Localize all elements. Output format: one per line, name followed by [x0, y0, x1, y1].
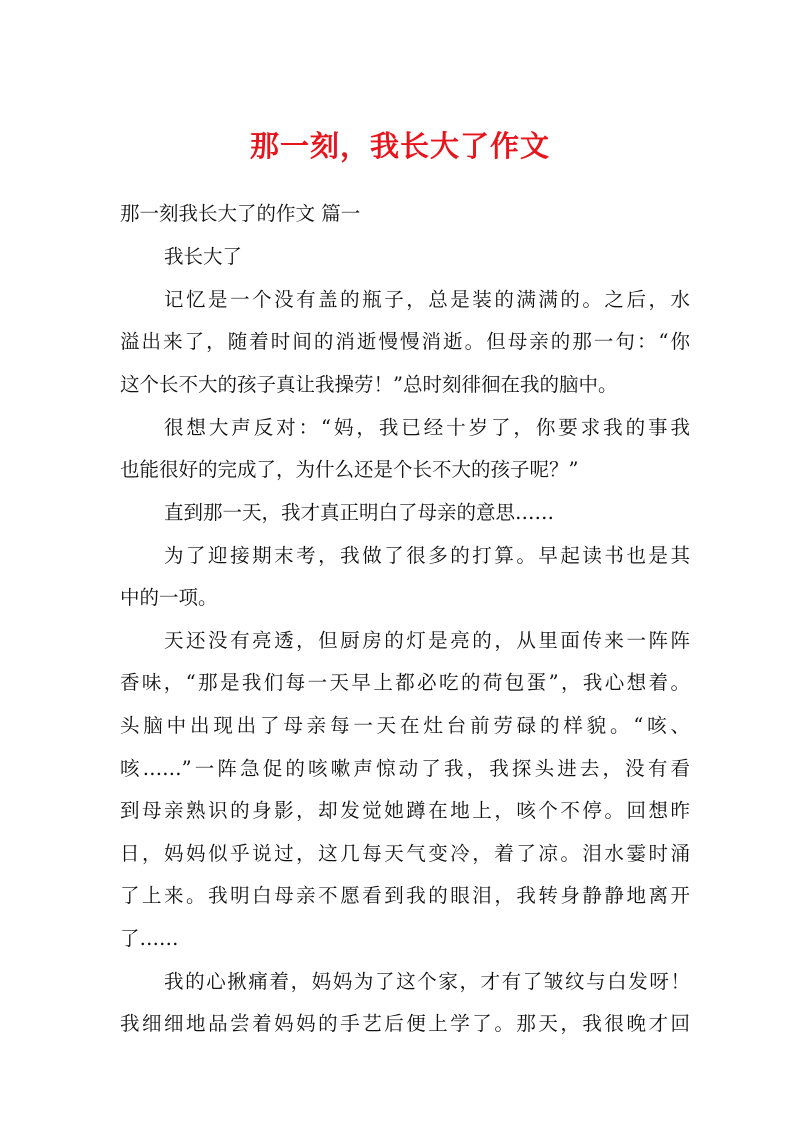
text-line: 了…… [120, 927, 179, 950]
text-line: 中的一项。 [120, 586, 218, 609]
text-line: 香味，“那是我们每一天早上都必吃的荷包蛋”，我心想着。 [120, 671, 690, 694]
text-line: 咳……”一阵急促的咳嗽声惊动了我，我探头进去，没有看 [120, 757, 690, 780]
text-line: 这个长不大的孩子真让我操劳！”总时刻徘徊在我的脑中。 [120, 373, 618, 396]
text-line: 直到那一天，我才真正明白了母亲的意思…… [164, 501, 555, 524]
text-line: 日，妈妈似乎说过，这几每天气变冷，着了凉。泪水霎时涌 [120, 842, 690, 865]
text-line: 头脑中出现出了母亲每一天在灶台前劳碌的样貌。“咳、 [120, 714, 690, 737]
text-line: 很想大声反对：“妈，我已经十岁了，你要求我的事我 [164, 416, 690, 439]
text-line: 记忆是一个没有盖的瓶子，总是装的满满的。之后，水 [164, 288, 690, 311]
text-line: 到母亲熟识的身影，却发觉她蹲在地上，咳个不停。回想昨 [120, 799, 690, 822]
essay-title: 我长大了 [164, 245, 243, 268]
text-line: 溢出来了，随着时间的消逝慢慢消逝。但母亲的那一句：“你 [120, 330, 690, 353]
section-heading: 那一刻我长大了的作文 篇一 [120, 202, 361, 225]
text-line: 天还没有亮透，但厨房的灯是亮的，从里面传来一阵阵 [164, 629, 690, 652]
text-line: 了上来。我明白母亲不愿看到我的眼泪，我转身静静地离开 [120, 884, 690, 907]
text-line: 我的心揪痛着，妈妈为了这个家，才有了皱纹与白发呀！ [164, 970, 690, 993]
text-line: 也能很好的完成了，为什么还是个长不大的孩子呢？” [120, 458, 579, 481]
text-line: 为了迎接期末考，我做了很多的打算。早起读书也是其 [164, 544, 690, 567]
document-title: 那一刻，我长大了作文 [249, 129, 550, 163]
text-line: 我细细地品尝着妈妈的手艺后便上学了。那天，我很晚才回 [120, 1012, 690, 1035]
